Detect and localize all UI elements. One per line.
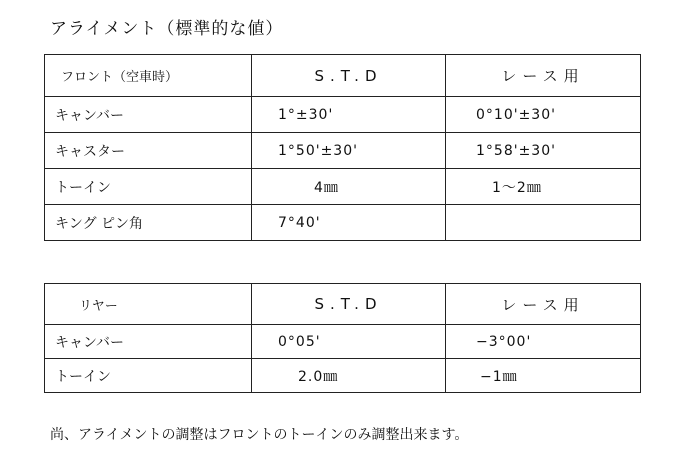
std-value: 4㎜ bbox=[252, 169, 446, 205]
rear-header-label: リヤー bbox=[45, 284, 252, 325]
rear-header-race: レース用 bbox=[446, 284, 641, 325]
race-value: −3°00' bbox=[446, 325, 641, 359]
rear-header-std: S.T.D bbox=[252, 284, 446, 325]
std-value: 1°50'±30' bbox=[252, 133, 446, 169]
front-header-label: フロント（空車時） bbox=[45, 55, 252, 97]
race-value bbox=[446, 205, 641, 241]
footnote: 尚、アライメントの調整はフロントのトーインのみ調整出来ます。 bbox=[50, 427, 469, 443]
row-label: トーイン bbox=[45, 169, 252, 205]
rear-alignment-table bbox=[44, 283, 641, 393]
row-label: キャンバー bbox=[45, 325, 252, 359]
front-header-std: S.T.D bbox=[252, 55, 446, 97]
std-value: 2.0㎜ bbox=[252, 359, 446, 393]
table-row bbox=[45, 359, 641, 393]
page-title: アライメント（標準的な値） bbox=[50, 19, 284, 39]
std-value: 7°40' bbox=[252, 205, 446, 241]
race-value: −1㎜ bbox=[446, 359, 641, 393]
std-value: 1°±30' bbox=[252, 97, 446, 133]
row-label: キャスター bbox=[45, 133, 252, 169]
table-header-row bbox=[45, 284, 641, 325]
front-alignment-table bbox=[44, 54, 641, 241]
table-header-row bbox=[45, 55, 641, 97]
table-row bbox=[45, 97, 641, 133]
race-value: 1〜2㎜ bbox=[446, 169, 641, 205]
front-header-race: レース用 bbox=[446, 55, 641, 97]
row-label: トーイン bbox=[45, 359, 252, 393]
table-row bbox=[45, 205, 641, 241]
row-label: キャンバー bbox=[45, 97, 252, 133]
std-value: 0°05' bbox=[252, 325, 446, 359]
table-row bbox=[45, 325, 641, 359]
row-label: キング ピン角 bbox=[45, 205, 252, 241]
race-value: 0°10'±30' bbox=[446, 97, 641, 133]
table-row bbox=[45, 133, 641, 169]
race-value: 1°58'±30' bbox=[446, 133, 641, 169]
table-row bbox=[45, 169, 641, 205]
